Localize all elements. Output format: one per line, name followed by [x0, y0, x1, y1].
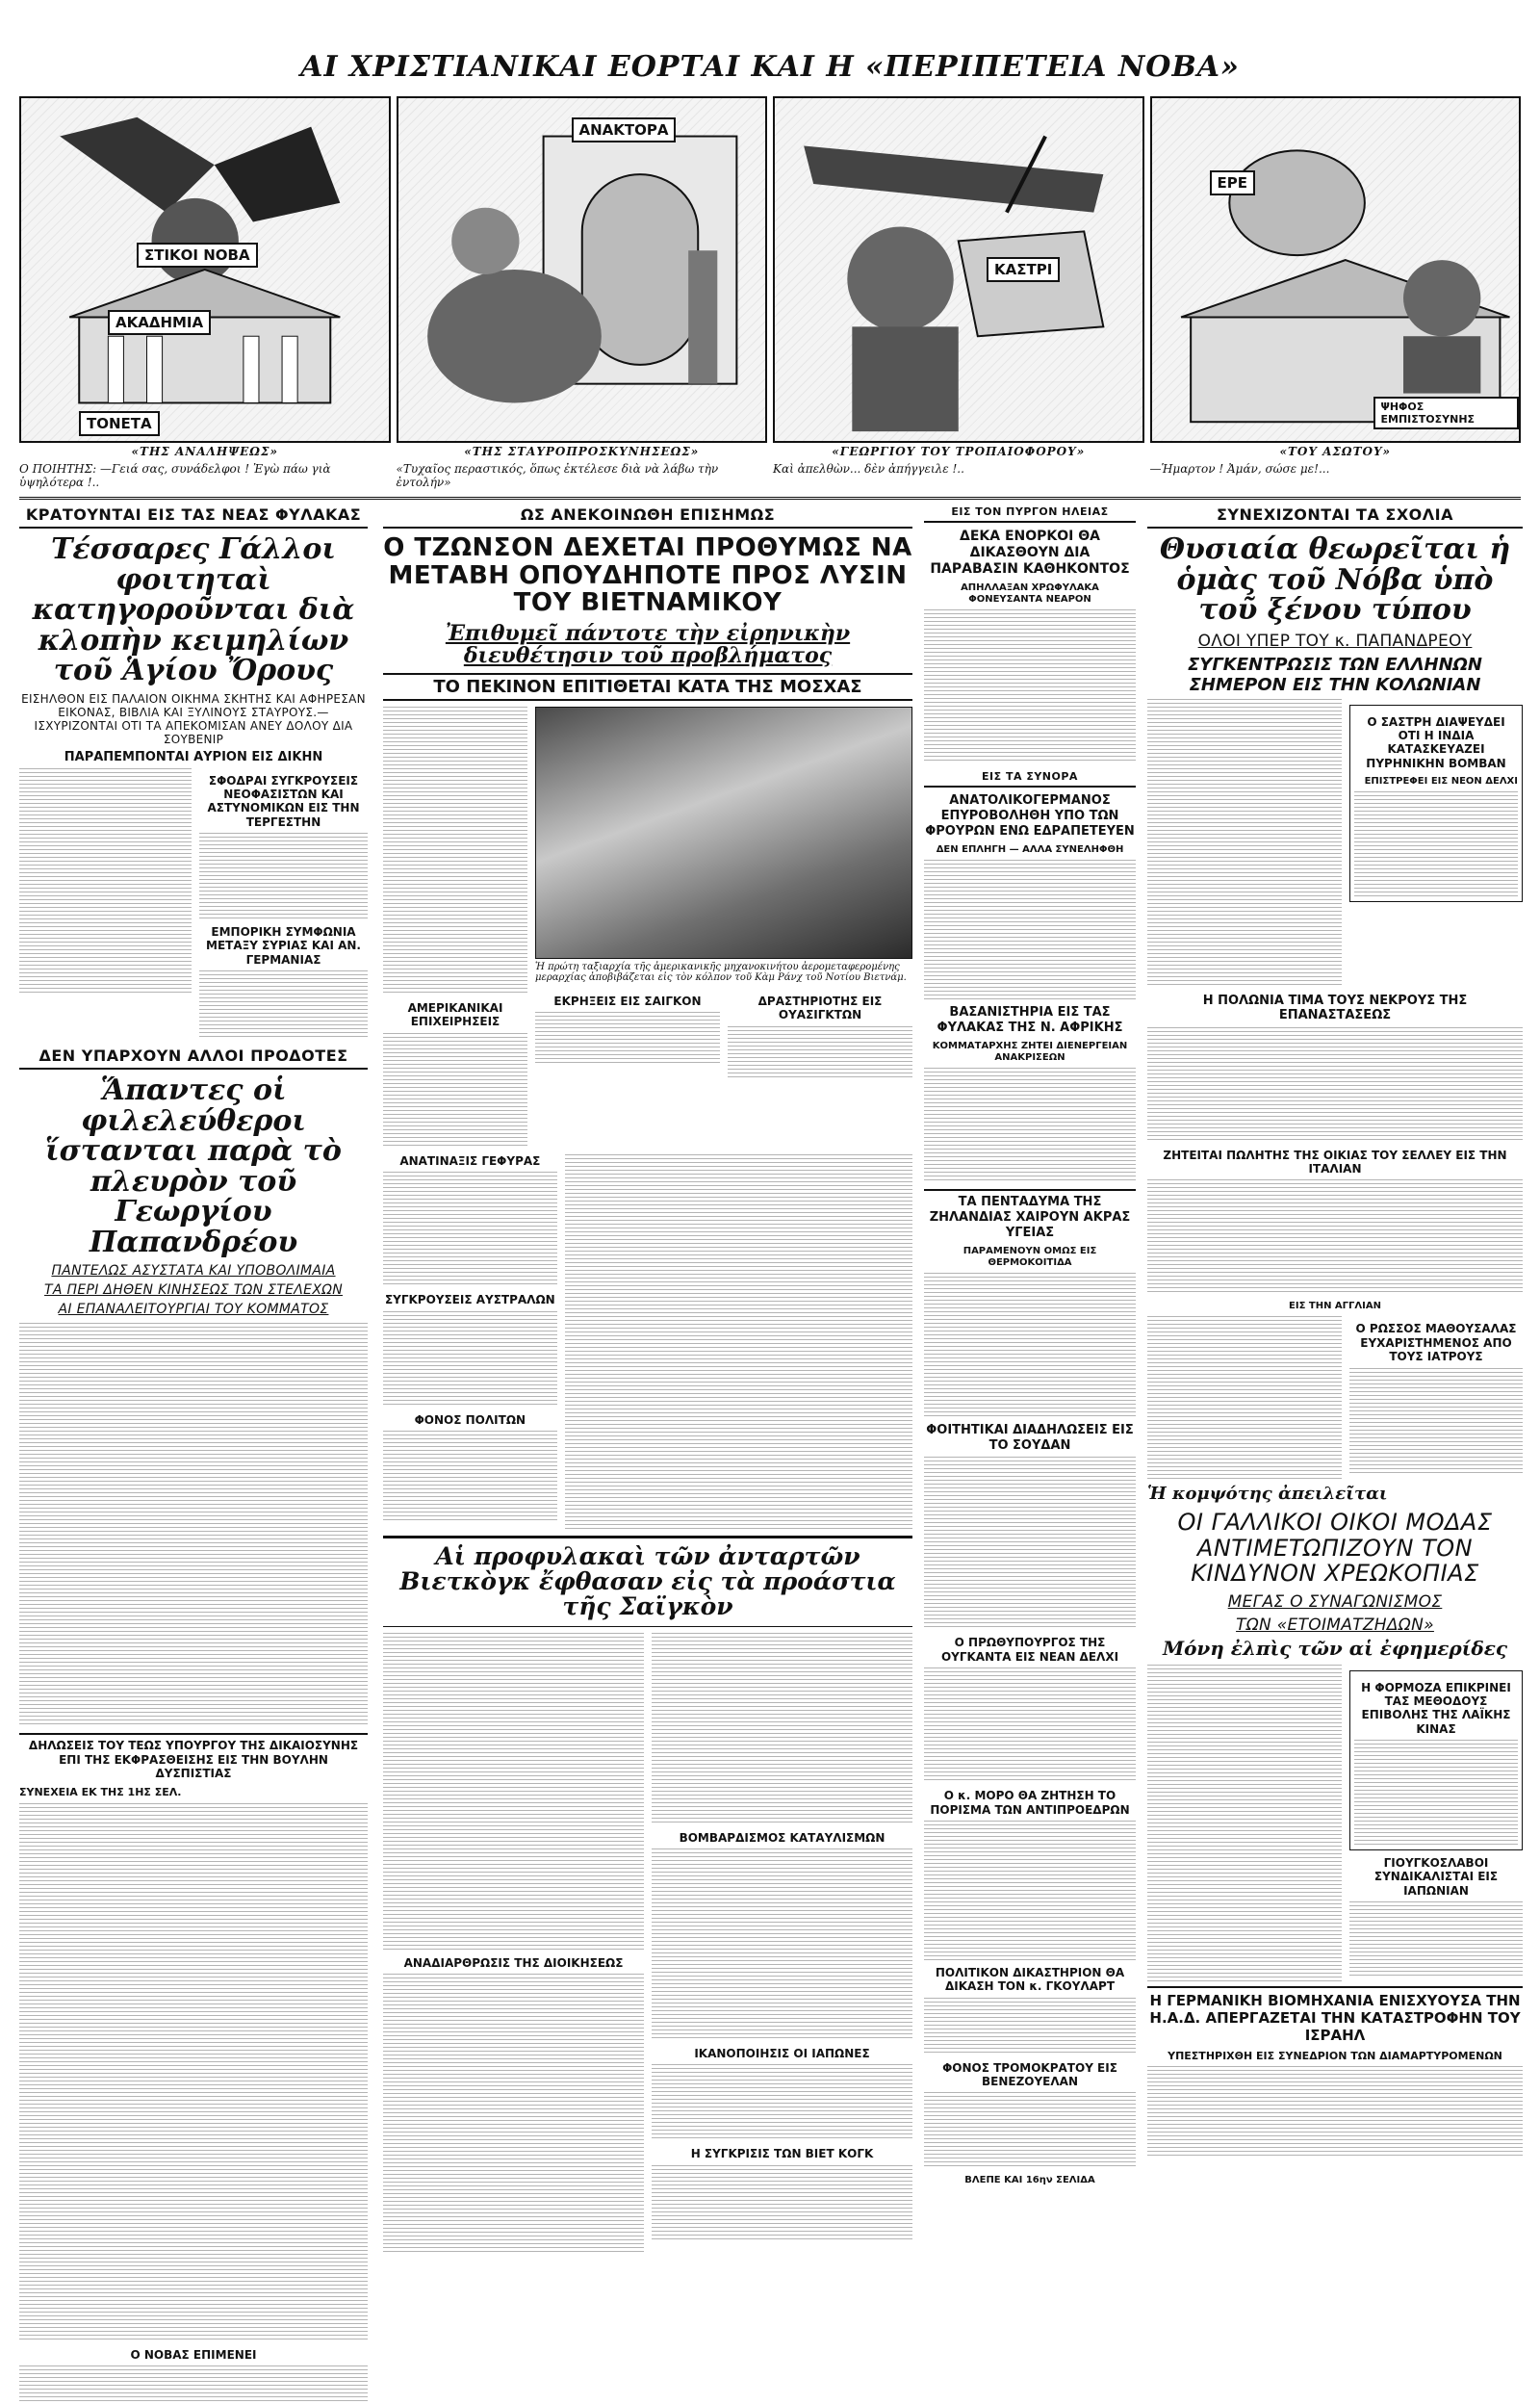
- continuation-label: ΣΥΝΕΧΕΙΑ ΕΚ ΤΗΣ 1ΗΣ ΣΕΛ.: [19, 1786, 182, 1799]
- article-body: [924, 609, 1136, 763]
- article-deck: ΑΠΗΛΛΑΞΑΝ ΧΡΩΦΥΛΑΚΑ ΦΟΝΕΥΣΑΝΤΑ ΝΕΑΡΟΝ: [961, 582, 1099, 606]
- article-deck-bold: ΠΑΡΑΠΕΜΠΟΝΤΑΙ ΑΥΡΙΟΝ ΕΙΣ ΔΙΚΗΝ: [64, 749, 323, 764]
- cartoon-4-tag-1: ΕΡΕ: [1210, 170, 1256, 195]
- article-body: [652, 2165, 912, 2242]
- article-body: [924, 1457, 1136, 1630]
- side-headline: ΣΦΟΔΡΑΙ ΣΥΓΚΡΟΥΣΕΙΣ ΝΕΟΦΑΣΙΣΤΩΝ ΚΑΙ ΑΣΤΥΝΟΜΙΚΩΝ ΕΙΣ ΤΗΝ ΤΕΡΓΕΣΤΗΝ: [207, 773, 360, 829]
- article-body: [19, 2365, 368, 2404]
- divider: [383, 1536, 912, 1538]
- article-body: [728, 1026, 912, 1079]
- article-headline: ΖΗΤΕΙΤΑΙ ΠΩΛΗΤΗΣ ΤΗΣ ΟΙΚΙΑΣ ΤΟΥ ΣΕΛΛΕΥ ΕΙΣ ΤΗΝ ΙΤΑΛΙΑΝ: [1163, 1148, 1507, 1176]
- article-headline: ΤΑ ΠΕΝΤΑΔΥΜΑ ΤΗΣ ΖΗΛΑΝΔΙΑΣ ΧΑΙΡΟΥΝ ΑΚΡΑΣ ΥΓΕΙΑΣ: [924, 1189, 1136, 1240]
- article-body: [535, 1012, 720, 1065]
- cartoon-caption-title: «ΤΗΣ ΑΝΑΛΗΨΕΩΣ»: [131, 445, 278, 458]
- cartoon-caption-quote: —Ἡμαρτον ! Ἀμάν, σώσε με!...: [1149, 462, 1330, 476]
- article-body: [1354, 1740, 1518, 1846]
- section-subhead: Η ΣΥΓΚΡΙΣΙΣ ΤΩΝ ΒΙΕΤ ΚΟΓΚ: [690, 2147, 874, 2161]
- section-subhead: ΒΟΜΒΑΡΔΙΣΜΟΣ ΚΑΤΑΥΛΙΣΜΩΝ: [679, 1830, 886, 1845]
- article-headline: ΟΙ ΓΑΛΛΙΚΟΙ ΟΙΚΟΙ ΜΟΔΑΣ ΑΝΤΙΜΕΤΩΠΙΖΟΥΝ ΤΟΝ ΚΙΝΔΥΝΟΝ ΧΡΕΩΚΟΠΙΑΣ: [1177, 1509, 1493, 1588]
- photo-caption: Ἡ πρώτη ταξιαρχία τῆς ἀμερικανικῆς μηχανοκινήτου ἀερομεταφερομένης μεραρχίας ἀποβιβάζεται εἰς τὸν κόλπον τοῦ Κὰμ Ράνχ τοῦ Νοτίου Βιετνάμ.: [535, 961, 907, 983]
- article-body: [383, 1172, 557, 1287]
- article-headline: Ο ΤΖΩΝΣΟΝ ΔΕΧΕΤΑΙ ΠΡΟΘΥΜΩΣ ΝΑ ΜΕΤΑΒΗ ΟΠΟΥΔΗΠΟΤΕ ΠΡΟΣ ΛΥΣΙΝ ΤΟΥ ΒΙΕΤΝΑΜΙΚΟΥ: [383, 533, 912, 618]
- cartoon-panel-2: [397, 96, 768, 443]
- article-headline: ΦΟΙΤΗΤΙΚΑΙ ΔΙΑΔΗΛΩΣΕΙΣ ΕΙΣ ΤΟ ΣΟΥΔΑΝ: [926, 1423, 1134, 1453]
- column-3: [924, 503, 1136, 2190]
- article-body: [19, 1323, 368, 1727]
- column-1: [19, 503, 368, 2404]
- article-deck: Μόνη ἐλπὶς τῶν αἱ ἐφημερίδες: [1162, 1636, 1508, 1660]
- section-subhead: ΙΚΑΝΟΠΟΙΗΣΙΣ ΟΙ ΙΑΠΩΝΕΣ: [694, 2046, 870, 2060]
- article-body: [652, 1633, 912, 1825]
- article-body: [383, 1633, 644, 1951]
- article-deck: ΠΑΡΑΜΕΝΟΥΝ ΟΜΩΣ ΕΙΣ ΘΕΡΜΟΚΟΙΤΙΔΑ: [962, 1246, 1097, 1269]
- cartoon-drawing-4: [1152, 98, 1520, 441]
- article-kicker: ΔΕΝ ΥΠΑΡΧΟΥΝ ΑΛΛΟΙ ΠΡΟΔΟΤΕΣ: [19, 1044, 368, 1070]
- divider: [383, 1626, 912, 1627]
- article-headline: ΠΟΛΙΤΙΚΟΝ ΔΙΚΑΣΤΗΡΙΟΝ ΘΑ ΔΙΚΑΣΗ ΤΟΝ κ. ΓΚΟΥΛΑΡΤ: [935, 1965, 1125, 1994]
- cartoon-captions: [19, 445, 1521, 497]
- cartoon-caption-quote: Ο ΠΟΙΗΤΗΣ: —Γειά σας, συνάδελφοι ! Ἐγὼ πάω γιὰ ὑψηλότερα !..: [19, 462, 331, 489]
- article-body: [924, 860, 1136, 999]
- cartoon-caption-title: «ΓΕΩΡΓΙΟΥ ΤΟΥ ΤΡΟΠΑΙΟΦΟΡΟΥ»: [832, 445, 1086, 458]
- cartoon-1-tag-1: ΣΤΙΚΟΙ ΝΟΒΑ: [137, 243, 258, 268]
- article-headline: Ο κ. ΜΟΡΟ ΘΑ ΖΗΤΗΣΗ ΤΟ ΠΟΡΙΣΜΑ ΤΩΝ ΑΝΤΙΠΡΟΕΔΡΩΝ: [930, 1789, 1130, 1817]
- boxed-headline: Η ΦΟΡΜΟΖΑ ΕΠΙΚΡΙΝΕΙ ΤΑΣ ΜΕΘΟΔΟΥΣ ΕΠΙΒΟΛΗΣ ΤΗΣ ΛΑΪΚΗΣ ΚΙΝΑΣ: [1361, 1680, 1511, 1736]
- article-body: [924, 1998, 1136, 2055]
- cartoon-panel-3: [773, 96, 1144, 443]
- cartoon-2-tag-1: ΑΝΑΚΤΟΡΑ: [572, 117, 677, 142]
- article-deck: ΣΥΓΚΕΝΤΡΩΣΙΣ ΤΩΝ ΕΛΛΗΝΩΝ ΣΗΜΕΡΟΝ ΕΙΣ ΤΗΝ ΚΟΛΩΝΙΑΝ: [1188, 654, 1482, 695]
- article-kicker: ΕΙΣ ΤΑ ΣΥΝΟΡΑ: [924, 767, 1136, 788]
- article-body: [19, 1803, 368, 2342]
- article-body: [1349, 1901, 1523, 1978]
- article-body: [383, 1431, 557, 1522]
- side-headline: ΕΜΠΟΡΙΚΗ ΣΥΜΦΩΝΙΑ ΜΕΤΑΞΥ ΣΥΡΙΑΣ ΚΑΙ ΑΝ. ΓΕΡΜΑΝΙΑΣ: [206, 925, 361, 967]
- boxed-deck: ΕΠΙΣΤΡΕΦΕΙ ΕΙΣ ΝΕΟΝ ΔΕΛΧΙ: [1364, 776, 1518, 788]
- article-body: [383, 1974, 644, 2253]
- article-deck: Ἐπιθυμεῖ πάντοτε τὴν εἰρηνικὴν διευθέτησιν τοῦ προβλήματος: [445, 620, 851, 668]
- article-deck: ΜΕΓΑΣ Ο ΣΥΝΑΓΩΝΙΣΜΟΣ: [1227, 1591, 1443, 1612]
- continuation-label: ΒΛΕΠΕ ΚΑΙ 16ην ΣΕΛΙΔΑ: [964, 2175, 1095, 2186]
- cartoon-caption-title: «ΤΗΣ ΣΤΑΥΡΟΠΡΟΣΚΥΝΗΣΕΩΣ»: [464, 445, 700, 458]
- cartoon-4-tag-2: ΨΗΦΟΣ ΕΜΠΙΣΤΟΣΥΝΗΣ: [1373, 397, 1520, 429]
- section-subhead: ΕΙΣ ΤΗΝ ΑΓΓΛΙΑΝ: [1289, 1301, 1381, 1312]
- article-headline: Αἱ προφυλακαὶ τῶν ἀνταρτῶν Βιετκὸγκ ἔφθασαν εἰς τὰ προάστια τῆς Σαϊγκὸν: [399, 1541, 896, 1621]
- section-subhead: ΣΥΓΚΡΟΥΣΕΙΣ ΑΥΣΤΡΑΛΩΝ: [384, 1293, 555, 1307]
- article-headline: ΔΕΚΑ ΕΝΟΡΚΟΙ ΘΑ ΔΙΚΑΣΘΟΥΝ ΔΙΑ ΠΑΡΑΒΑΣΙΝ ΚΑΘΗΚΟΝΤΟΣ: [930, 529, 1130, 577]
- cartoon-panel-4: [1150, 96, 1522, 443]
- article-headline: Ο ΡΩΣΣΟΣ ΜΑΘΟΥΣΑΛΑΣ ΕΥΧΑΡΙΣΤΗΜΕΝΟΣ ΑΠΟ ΤΟΥΣ ΙΑΤΡΟΥΣ: [1355, 1322, 1517, 1364]
- article-body: [199, 970, 368, 1038]
- section-divider: [19, 497, 1521, 500]
- cartoon-caption-1: [19, 445, 391, 497]
- article-deck: ΑΙ ΕΠΑΝΑΛΕΙΤΟΥΡΓΙΑΙ ΤΟΥ ΚΟΜΜΑΤΟΣ: [58, 1302, 329, 1318]
- column-4: [1147, 503, 1523, 2158]
- article-body: [383, 1311, 557, 1408]
- article-body: [1147, 2066, 1523, 2158]
- article-body: [19, 768, 192, 995]
- cartoon-drawing-1: [21, 98, 389, 441]
- article-body: [1354, 791, 1518, 897]
- article-deck: ΤΑ ΠΕΡΙ ΔΗΘΕΝ ΚΙΝΗΣΕΩΣ ΤΩΝ ΣΤΕΛΕΧΩΝ: [44, 1282, 343, 1299]
- cartoon-caption-quote: Καὶ ἀπελθὼν... δὲν ἀπήγγειλε !..: [773, 462, 964, 476]
- article-deck: ΚΟΜΜΑΤΑΡΧΗΣ ΖΗΤΕΙ ΔΙΕΝΕΡΓΕΙΑΝ ΑΝΑΚΡΙΣΕΩΝ: [932, 1041, 1128, 1064]
- article-body: [383, 707, 527, 995]
- article-deck: ΥΠΕΣΤΗΡΙΧΘΗ ΕΙΣ ΣΥΝΕΔΡΙΟΝ ΤΩΝ ΔΙΑΜΑΡΤΥΡΟΜΕΝΩΝ: [1168, 2049, 1502, 2062]
- section-subhead: ΦΟΝΟΣ ΠΟΛΙΤΩΝ: [414, 1412, 526, 1427]
- cartoon-strip: [19, 96, 1521, 443]
- article-headline: Ο ΠΡΩΘΥΠΟΥΡΓΟΣ ΤΗΣ ΟΥΓΚΑΝΤΑ ΕΙΣ ΝΕΑΝ ΔΕΛΧΙ: [940, 1636, 1119, 1664]
- article-body: [1147, 1665, 1342, 1982]
- section-headline: ΔΗΛΩΣΕΙΣ ΤΟΥ ΤΕΩΣ ΥΠΟΥΡΓΟΥ ΤΗΣ ΔΙΚΑΙΟΣΥΝΗΣ ΕΠΙ ΤΗΣ ΕΚΦΡΑΣΘΕΙΣΗΣ ΕΙΣ ΤΗΝ ΒΟΥΛΗΝ ΔΥΣΠΙΣΤΙΑΣ: [19, 1733, 368, 1780]
- article-headline: Ἅπαντες οἱ φιλελεύθεροι ἵστανται παρὰ τὸ πλευρὸν τοῦ Γεωργίου Παπανδρέου: [45, 1073, 342, 1259]
- article-body: [1147, 1179, 1523, 1295]
- cartoon-caption-2: [397, 445, 768, 497]
- article-deck: ΕΙΣΗΛΘΟΝ ΕΙΣ ΠΑΛΑΙΟΝ ΟΙΚΗΜΑ ΣΚΗΤΗΣ ΚΑΙ ΑΦΗΡΕΣΑΝ ΕΙΚΟΝΑΣ, ΒΙΒΛΙΑ ΚΑΙ ΞΥΛΙΝΟΥΣ ΣΤΑΥΡΟΥΣ.— ΙΣΧΥΡΙΖΟΝΤΑΙ ΟΤΙ ΤΑ ΑΠΕΚΟΜΙΣΑΝ ΑΝΕΥ ΔΟΛΟΥ ΔΙΑ ΣΟΥΒΕΝΙΡ: [21, 691, 366, 746]
- article-body: [652, 1848, 912, 2041]
- article-body: [199, 833, 368, 919]
- article-headline: ΑΝΑΤΟΛΙΚΟΓΕΡΜΑΝΟΣ ΕΠΥΡΟΒΟΛΗΘΗ ΥΠΟ ΤΩΝ ΦΡΟΥΡΩΝ ΕΝΩ ΕΔΡΑΠΕΤΕΥΕΝ: [925, 793, 1135, 839]
- news-photo: [535, 707, 912, 959]
- article-body: [924, 1821, 1136, 1960]
- article-headline: ΓΙΟΥΓΚΟΣΛΑΒΟΙ ΣΥΝΔΙΚΑΛΙΣΤΑΙ ΕΙΣ ΙΑΠΩΝΙΑΝ: [1373, 1856, 1499, 1898]
- cartoon-caption-3: [773, 445, 1144, 497]
- article-body: [924, 2092, 1136, 2169]
- article-body: [565, 1154, 912, 1530]
- section-subhead: ΕΚΡΗΞΕΙΣ ΕΙΣ ΣΑΙΓΚΟΝ: [553, 994, 702, 1008]
- cartoon-1-tag-2: ΑΚΑΔΗΜΙΑ: [108, 310, 211, 335]
- boxed-headline: Ο ΣΑΣΤΡΗ ΔΙΑΨΕΥΔΕΙ ΟΤΙ Η ΙΝΔΙΑ ΚΑΤΑΣΚΕΥΑΖΕΙ ΠΥΡΗΝΙΚΗΝ ΒΟΜΒΑΝ: [1366, 714, 1506, 770]
- article-body: [924, 1667, 1136, 1783]
- section-subhead: ΑΜΕΡΙΚΑΝΙΚΑΙ ΕΠΙΧΕΙΡΗΣΕΙΣ: [407, 1000, 503, 1029]
- cartoon-3-tag-1: ΚΑΣΤΡΙ: [987, 257, 1060, 282]
- page-masthead: ΑΙ ΧΡΙΣΤΙΑΝΙΚΑΙ ΕΟΡΤΑΙ ΚΑΙ Η «ΠΕΡΙΠΕΤΕΙΑ ΝΟΒΑ»: [300, 50, 1240, 84]
- article-headline: ΒΑΣΑΝΙΣΤΗΡΙΑ ΕΙΣ ΤΑΣ ΦΥΛΑΚΑΣ ΤΗΣ Ν. ΑΦΡΙΚΗΣ: [937, 1005, 1123, 1035]
- article-deck: ΤΩΝ «ΕΤΟΙΜΑΤΖΗΔΩΝ»: [1236, 1615, 1434, 1635]
- article-body: [924, 1273, 1136, 1417]
- article-deck: ΠΑΝΤΕΛΩΣ ΑΣΥΣΤΑΤΑ ΚΑΙ ΥΠΟΒΟΛΙΜΑΙΑ: [51, 1263, 336, 1280]
- article-kicker: Ἡ κομψότης ἀπειλεῖται: [1147, 1484, 1388, 1505]
- cartoon-drawing-3: [775, 98, 1142, 441]
- cartoon-caption-quote: «Τυχαῖος περαστικός, ὅπως ἐκτέλεσε διὰ νὰ λάβω τὴν ἐντολήν»: [396, 462, 719, 489]
- cartoon-drawing-2: [398, 98, 766, 441]
- article-body: [1349, 1368, 1523, 1474]
- article-deck: ΟΛΟΙ ΥΠΕΡ ΤΟΥ κ. ΠΑΠΑΝΔΡΕΟΥ: [1197, 631, 1473, 651]
- article-headline: Θυσιαία θεωρεῖται ἡ ὁμὰς τοῦ Νόβα ὑπὸ τοῦ ξένου τύπου: [1159, 532, 1511, 627]
- article-headline: Η ΠΟΛΩΝΙΑ ΤΙΜΑ ΤΟΥΣ ΝΕΚΡΟΥΣ ΤΗΣ ΕΠΑΝΑΣΤΑΣΕΩΣ: [1202, 993, 1468, 1023]
- section-subhead: ΔΡΑΣΤΗΡΙΟΤΗΣ ΕΙΣ ΟΥΑΣΙΓΚΤΩΝ: [757, 994, 883, 1022]
- article-body: [383, 1033, 527, 1149]
- article-headline: Η ΓΕΡΜΑΝΙΚΗ ΒΙΟΜΗΧΑΝΙΑ ΕΝΙΣΧΥΟΥΣΑ ΤΗΝ Η.Α.Δ. ΑΠΕΡΓΑΖΕΤΑΙ ΤΗΝ ΚΑΤΑΣΤΡΟΦΗΝ ΤΟΥ ΙΣΡΑΗΛ: [1147, 1986, 1523, 2044]
- cartoon-caption-title: «ΤΟΥ ΑΣΩΤΟΥ»: [1279, 445, 1392, 458]
- article-body: [1147, 1027, 1523, 1143]
- cartoon-caption-4: [1150, 445, 1522, 497]
- article-body: [924, 1068, 1136, 1183]
- article-headline: Τέσσαρες Γάλλοι φοιτηταὶ κατηγοροῦνται διὰ κλοπὴν κειμηλίων τοῦ Ἁγίου Ὄρους: [32, 532, 355, 687]
- article-body: [1147, 1316, 1342, 1480]
- column-2: [383, 503, 912, 2253]
- article-deck: ΔΕΝ ΕΠΛΗΓΗ — ΑΛΛΑ ΣΥΝΕΛΗΦΘΗ: [936, 844, 1124, 856]
- boxed-article: [1349, 705, 1523, 903]
- article-deck-bold: ΤΟ ΠΕΚΙΝΟΝ ΕΠΙΤΙΘΕΤΑΙ ΚΑΤΑ ΤΗΣ ΜΟΣΧΑΣ: [383, 673, 912, 701]
- cartoon-panel-1: [19, 96, 391, 443]
- article-kicker: ΣΥΝΕΧΙΖΟΝΤΑΙ ΤΑ ΣΧΟΛΙΑ: [1147, 503, 1523, 529]
- article-headline: ΦΟΝΟΣ ΤΡΟΜΟΚΡΑΤΟΥ ΕΙΣ ΒΕΝΕΖΟΥΕΛΑΝ: [942, 2060, 1117, 2089]
- section-subhead: ΑΝΑΤΙΝΑΞΙΣ ΓΕΦΥΡΑΣ: [399, 1153, 541, 1168]
- cartoon-1-tag-3: ΤΟΝΕΤΑ: [79, 411, 160, 436]
- article-body: [1147, 699, 1342, 988]
- boxed-article: [1349, 1670, 1523, 1851]
- article-body: [652, 2064, 912, 2141]
- section-headline: Ο ΝΟΒΑΣ ΕΠΙΜΕΝΕΙ: [130, 2347, 257, 2362]
- article-kicker: ΩΣ ΑΝΕΚΟΙΝΩΘΗ ΕΠΙΣΗΜΩΣ: [383, 503, 912, 529]
- section-subhead: ΑΝΑΔΙΑΡΘΡΩΣΙΣ ΤΗΣ ΔΙΟΙΚΗΣΕΩΣ: [403, 1955, 624, 1970]
- article-kicker: ΕΙΣ ΤΟΝ ΠΥΡΓΟΝ ΗΛΕΙΑΣ: [924, 503, 1136, 523]
- article-kicker: ΚΡΑΤΟΥΝΤΑΙ ΕΙΣ ΤΑΣ ΝΕΑΣ ΦΥΛΑΚΑΣ: [19, 503, 368, 529]
